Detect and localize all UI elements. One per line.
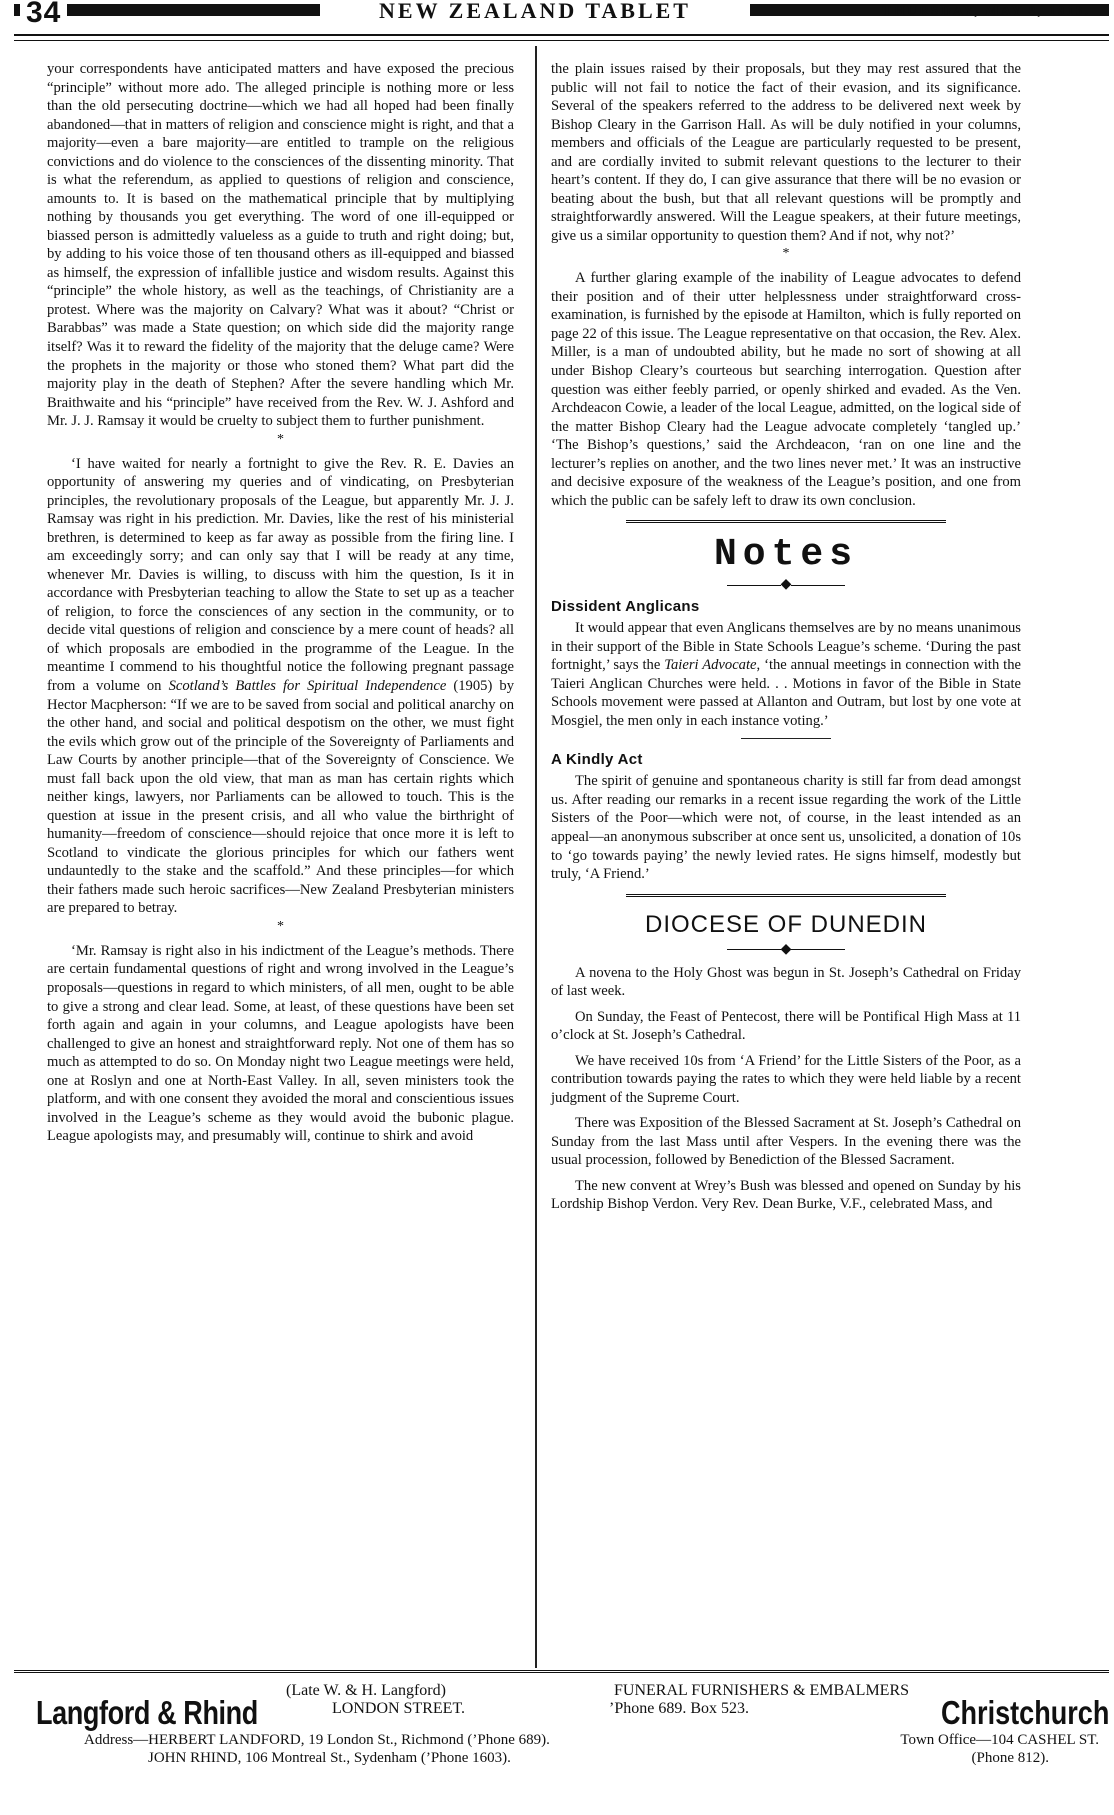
address-line-1: Address—HERBERT LANDFORD, 19 London St., Richmond (’Phone 689). bbox=[84, 1732, 550, 1748]
newspaper-title: Taieri Advocate bbox=[664, 657, 757, 674]
paragraph: ‘Mr. Ramsay is right also in his indictment of the League’s methods. There are certain fundamental questions of right and wrong involved in the League’s proposals—questions in regard to which ministers, of all men, ought to be able to give a strong and clear lead. Some, at least, of these questions have been set forth again and again in your columns, and League apologists have been challenged to give an honest and straightforward reply. Not one of them has so much as attempted to do so. On Monday night two League meetings were held, one at Roslyn and one at North-East Valley. In all, seven ministers took the platform, and with one consent they avoided the moral and conscientious issues involved in the League’s scheme as they would avoid the bubonic plague. League apologists may, and presumably will, continue to shirk and avoid bbox=[47, 942, 514, 1145]
section-star: * bbox=[277, 918, 284, 934]
firm-city: Christchurch bbox=[940, 1694, 1109, 1731]
paragraph: On Sunday, the Feast of Pentecost, there will be Pontifical High Mass at 11 o’clock at St. Joseph’s Cathedral. bbox=[551, 1008, 1021, 1044]
publication-title: NEW ZEALAND TABLET bbox=[320, 0, 750, 24]
town-office-phone: (Phone 812). bbox=[971, 1750, 1049, 1766]
short-rule bbox=[741, 738, 831, 739]
paragraph: There was Exposition of the Blessed Sacrament at St. Joseph’s Cathedral on Sunday from the last Mass until after Vespers. In the evening there was the usual procession, followed by Benediction of the Blessed Sacrament. bbox=[551, 1115, 1021, 1169]
paragraph: We have received 10s from ‘A Friend’ for the Little Sisters of the Poor, as a contribution towards paying the rates to which they were held liable by a recent judgment of the Supreme Court. bbox=[551, 1052, 1021, 1106]
town-office: Town Office—104 CASHEL ST. bbox=[900, 1732, 1099, 1748]
page-header bbox=[0, 0, 1114, 38]
notes-heading: Notes bbox=[713, 533, 859, 577]
firm-phone-box: ’Phone 689. Box 523. bbox=[609, 1700, 749, 1717]
left-column bbox=[47, 60, 514, 1146]
ornament-divider: ◆ bbox=[551, 578, 1021, 592]
section-rule bbox=[626, 520, 946, 523]
advertisement-footer bbox=[14, 1670, 1109, 1766]
paragraph: A further glaring example of the inability of League advocates to defend their position and of their utter helplessness under straightforward cross-examination, is furnished by the episode at Hamilton, which is fully reported on page 22 of this issue. The League representative on that occasion, the Rev. Alex. Miller, is a man of undoubted ability, but he made no sort of showing at all under Bishop Cleary’s courteous but searching interrogation. Question after question was either feebly parried, or openly shirked and evaded. As the Ven. Archdeacon Cowie, a leader of the local League, admitted, on the logical side of the matter Bishop Cleary had the League advocate completely ‘tangled up.’ ‘The Bishop’s questions,’ said the Archdeacon, ‘ran on one line and the lecturer’s replies on another, and the two lines never met.’ It was an instructive and decisive exposure of the weakness of the League’s position, and one from which the public can be safely left to draw its own conclusion. bbox=[551, 270, 1021, 509]
paragraph: The spirit of genuine and spontaneous charity is still far from dead amongst us. After reading our remarks in a recent issue regarding the work of the Little Sisters of the Poor—which were not, of course, in the least intended as an appeal—an anonymous subscriber at once sent us, unsolicited, a donation of 10s to ‘go towards paying’ the newly levied rates. He signs himself, modestly but truly, ‘A Friend.’ bbox=[551, 773, 1021, 883]
firm-name: Langford & Rhind bbox=[36, 1694, 258, 1731]
section-star: * bbox=[782, 246, 790, 262]
firm-former-name: (Late W. & H. Langford) bbox=[286, 1682, 446, 1699]
page-number: 34 bbox=[20, 0, 67, 30]
address-line-2: JOHN RHIND, 106 Montreal St., Sydenham (’Phone 1603). bbox=[148, 1750, 511, 1766]
subheading-dissident: Dissident Anglicans bbox=[551, 598, 700, 616]
header-rule bbox=[14, 34, 1109, 36]
paragraph: The new convent at Wrey’s Bush was blessed and opened on Sunday by his Lordship Bishop Verdon. Very Rev. Dean Burke, V.F., celebrated Mass, and bbox=[551, 1177, 1021, 1213]
header-rule-thin bbox=[14, 40, 1109, 41]
right-column bbox=[551, 60, 1021, 1214]
paragraph: the plain issues raised by their proposals, but they may rest assured that the public will not fail to notice the fact of their evasion, and its significance. Several of the speakers referred to the address to be delivered next week by Bishop Cleary in the Garrison Hall. As will be duly notified in your columns, members and officials of the League are particularly requested to be present, and are cordially invited to submit relevant questions to the lecturer to their heart’s content. If they do, I can give assurance that there will be no evasion or beating about the bush, but that all relevant questions will be promptly and straightforwardly answered. Will the League speakers, at their future meetings, give us a similar opportunity to question them? And if not, why not?’ bbox=[551, 61, 1021, 244]
paragraph: A novena to the Holy Ghost was begun in St. Joseph’s Cathedral on Friday of last week. bbox=[551, 964, 1021, 1000]
diocese-heading: DIOCESE OF DUNEDIN bbox=[644, 910, 928, 938]
subheading-kindly: A Kindly Act bbox=[551, 751, 643, 769]
footer-rule bbox=[14, 1670, 1109, 1673]
firm-trade: FUNERAL FURNISHERS & EMBALMERS bbox=[614, 1682, 910, 1699]
column-divider bbox=[535, 46, 537, 1668]
firm-street: LONDON STREET. bbox=[332, 1700, 466, 1717]
section-star: * bbox=[277, 431, 284, 447]
paragraph: your correspondents have anticipated matters and have exposed the precious “principle” without more ado. The alleged principle is nothing more or less than the old persecuting doctrine—which we had all hoped had been finally abandoned—that in matters of religion and conscience might is right, and that a majority—even a bare majority—are entitled to trample on the religious convictions and do violence to the consciences of the dissenting minority. That is what the referendum, as applied to questions of religion and conscience, amounts to. It is based on the mathematical principle that by multiplying nothing by thousands you get everything. The word of one ill-equipped or biassed person is admittedly valueless as a guide to truth and right doing; but, by adding to his voice those of ten thousand others as ill-equipped and biassed as himself, the expression of infallible justice and wisdom results. Against this “principle” the whole history, as well as the teachings, of Christianity are a protest. Where was the majority on Calvary? What was it about? “Christ or Barabbas” was made a State question; on which side did the majority range itself? Was it to reward the fidelity of the majority that the deluge came? Were the prophets in the majority or those who stoned them? What part did the majority play in the death of Stephen? After the severe handling which Mr. Braithwaite and his “principle” have received from the Rev. W. J. Ashford and Mr. J. J. Ramsay it would be cruelty to subject them to further punishment. bbox=[47, 61, 514, 430]
section-rule bbox=[626, 894, 946, 897]
issue-date: THURSDAY, MAY 8, 1913. bbox=[882, 4, 1090, 19]
book-title: Scotland’s Battles for Spiritual Independence bbox=[168, 678, 447, 694]
paragraph: ‘I have waited for nearly a fortnight to give the Rev. R. E. Davies an opportunity of answering my queries and of vindicating, on Presbyterian principles, the revolutionary proposals of the League, but apparently Mr. J. J. Ramsay was right in his prediction. Mr. Davies, like the rest of his ministerial brethren, is determined to keep as far away as possible from the firing line. I am exceedingly sorry; and can only say that I will be ready at any time, whenever Mr. Davies is willing, to discuss with him the question, Is it in accordance with Presbyterian teaching to allow the State to set up as a teacher of religion, to force the consciences of any section in the community, or to decide vital questions of religion and conscience by a mere count of heads? all of which proposals are embodied in the programme of the League. In the meantime I commend to his thoughtful notice the following pregnant passage from a volume on Scotland’s Battles for Spiritual Independence (1905) by Hector Macpherson: “If we are to be saved from social and political anarchy on the other hand, and social and political despotism on the other, we must fight the evils which grow out of the principle of the Sovereignty of Parliaments and Law Courts by another principle—that of the Sovereignty of Conscience. We must fall back upon the old view, that man as man has certain rights which neither kings, lawyers, nor Parliaments can be allowed to touch. This is the question at issue in the present crisis, and all who value the birthright of humanity—freedom of conscience—should rejoice that once more it is left to Scotland to vindicate the glorious principles for which our fathers went undauntedly to the stake and the scaffold.” And these principles—for which their fathers made such heroic sacrifices—New Zealand Presbyterian ministers are prepared to betray. bbox=[47, 455, 514, 917]
ornament-divider: ◆ bbox=[551, 943, 1021, 957]
paragraph: It would appear that even Anglicans themselves are by no means unanimous in their support of the Bible in State Schools League’s scheme. ‘During the past fortnight,’ says the Taieri Advocate, ‘the annual meetings in connection with the Taieri Anglican Churches were held. . . Motions in favor of the Bible in State Schools movement were passed at Allanton and Outram, but lost by one vote at Mosgiel, the men only in each instance voting.’ bbox=[551, 620, 1022, 729]
